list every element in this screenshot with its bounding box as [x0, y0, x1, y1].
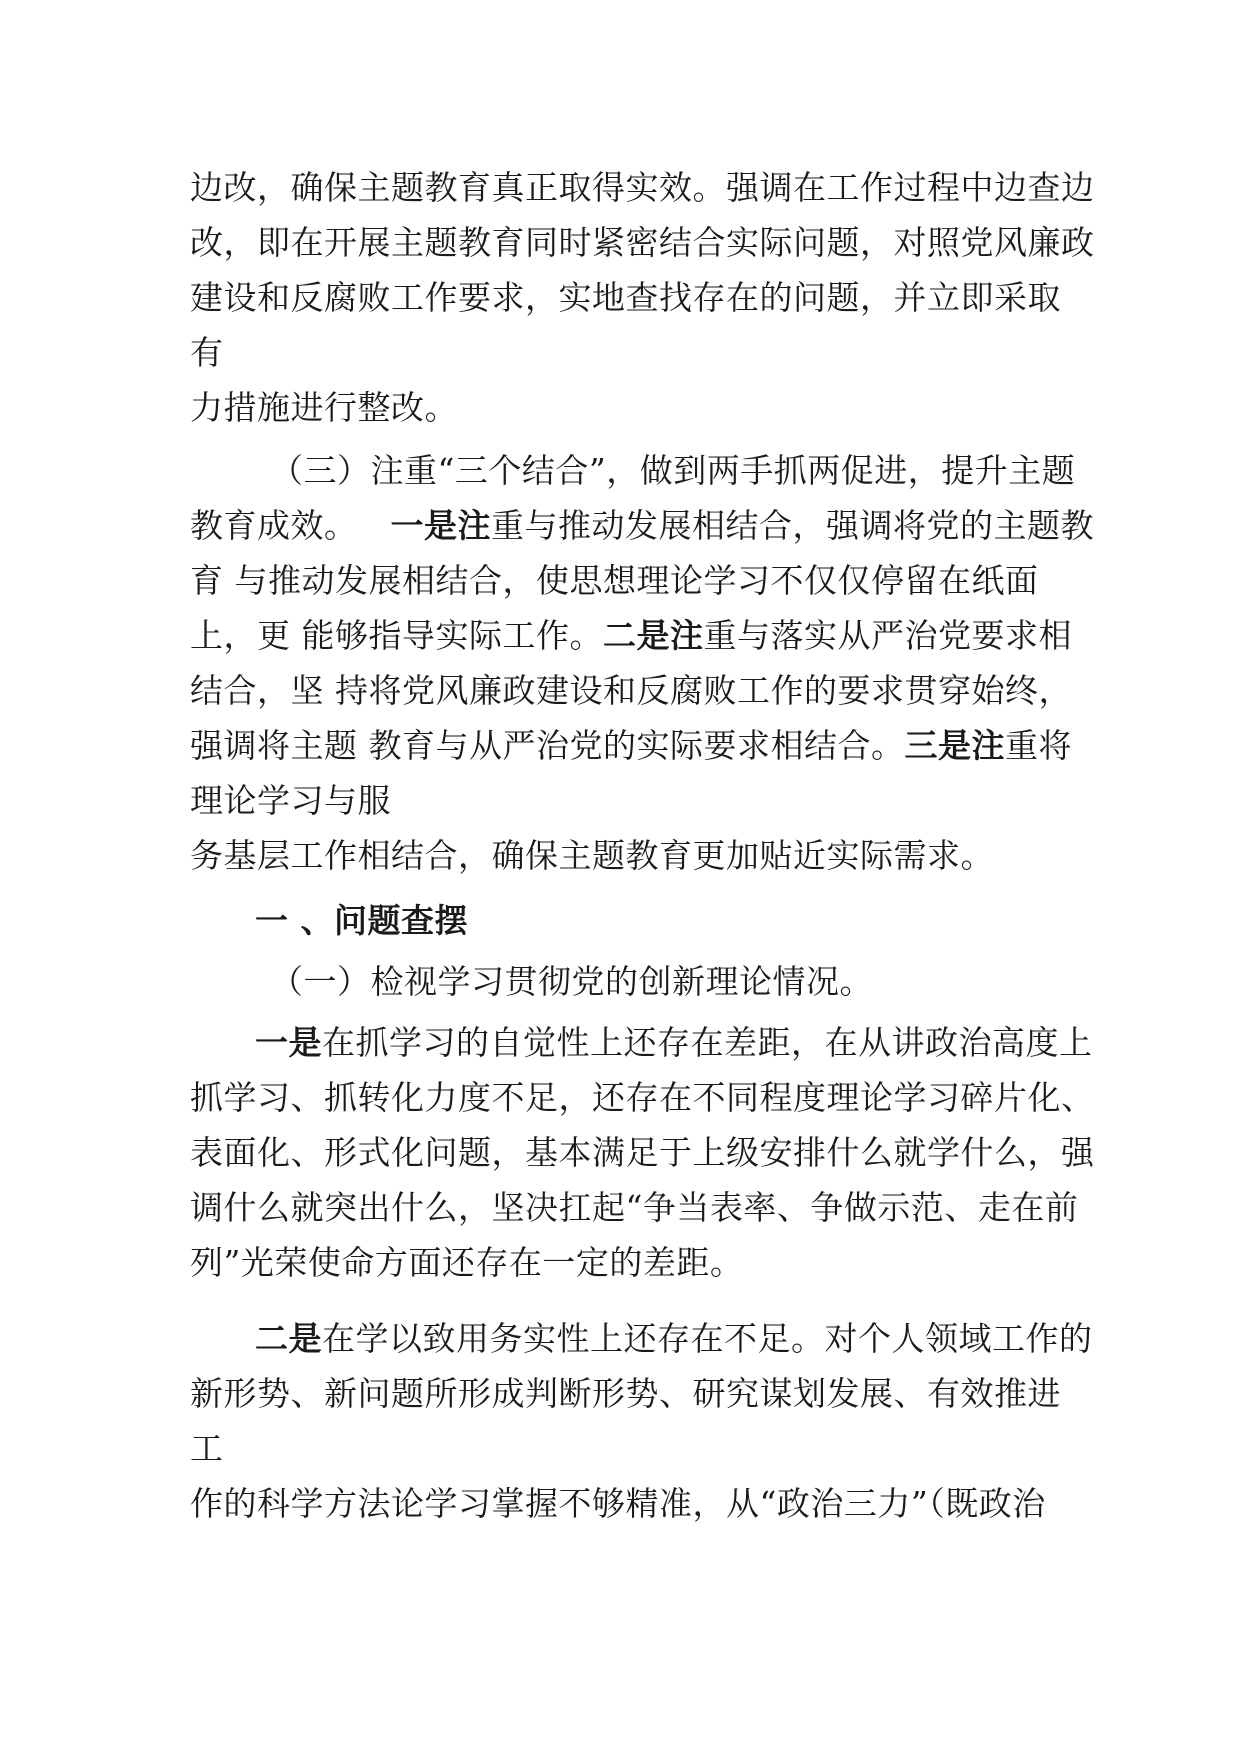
emphasis-text: 三是注	[904, 726, 1005, 765]
section-subheading: （三）注重“三个结合”，做到两手抓两促进，提升主题	[270, 451, 1076, 490]
paragraph-line: 务基层工作相结合，确保主题教育更加贴近实际需求。	[190, 836, 994, 875]
section-heading: 一 、问题查摆	[255, 901, 468, 940]
paragraph-line: 改，即在开展主题教育同时紧密结合实际问题，对照党风廉政	[190, 223, 1095, 262]
paragraph-line: 力措施进行整改。	[190, 388, 458, 427]
emphasis-text: 二是注	[603, 616, 704, 655]
emphasis-text: 二是	[255, 1319, 322, 1358]
paragraph-line: 有	[190, 333, 224, 372]
paragraph-line: 边改，确保主题教育真正取得实效。强调在工作过程中边查边	[190, 168, 1095, 207]
paragraph-line	[190, 726, 1072, 766]
emphasis-text: 一是	[255, 1023, 322, 1062]
paragraph-line: 表面化、形式化问题，基本满足于上级安排什么就学什么，强	[190, 1133, 1095, 1172]
paragraph-line: 抓学习、抓转化力度不足，还存在不同程度理论学习碎片化、	[190, 1078, 1095, 1117]
text-run: 在抓学习的自觉性上还存在差距，在从讲政治高度上	[322, 1023, 1093, 1062]
paragraph-line	[255, 1319, 1093, 1359]
paragraph-line	[190, 506, 1094, 546]
paragraph-line: 工	[190, 1429, 224, 1468]
paragraph-line: 结合，坚 持将党风廉政建设和反腐败工作的要求贯穿始终，	[190, 671, 1072, 710]
paragraph-line: 育 与推动发展相结合，使思想理论学习不仅仅停留在纸面	[190, 561, 1039, 600]
emphasis-text: 一是注	[390, 506, 491, 545]
text-run: 重与推动发展相结合，强调将党的主题教	[490, 506, 1094, 545]
paragraph-line: 作的科学方法论学习掌握不够精准，从“政治三力”（既政治	[190, 1484, 1046, 1523]
text-run: 重将	[1005, 726, 1072, 765]
text-run: 在学以致用务实性上还存在不足。对个人领域工作的	[322, 1319, 1093, 1358]
paragraph-line: 理论学习与服	[190, 781, 391, 820]
paragraph-line	[255, 1023, 1093, 1063]
paragraph-line: 调什么就突出什么，坚决扛起“争当表率、争做示范、走在前	[190, 1188, 1079, 1227]
text-run: 重与落实从严治党要求相	[703, 616, 1072, 655]
paragraph-line: 建设和反腐败工作要求，实地查找存在的问题，并立即采取	[190, 278, 1061, 317]
paragraph-line: 新形势、新问题所形成判断形势、研究谋划发展、有效推进	[190, 1374, 1061, 1413]
text-run: 上，更 能够指导实际工作。	[190, 616, 603, 655]
section-subheading: （一）检视学习贯彻党的创新理论情况。	[270, 962, 873, 1001]
paragraph-line: 列”光荣使命方面还存在一定的差距。	[190, 1243, 744, 1282]
text-run: 教育成效。	[190, 506, 358, 545]
text-run: 强调将主题 教育与从严治党的实际要求相结合。	[190, 726, 905, 765]
paragraph-line	[190, 616, 1072, 656]
